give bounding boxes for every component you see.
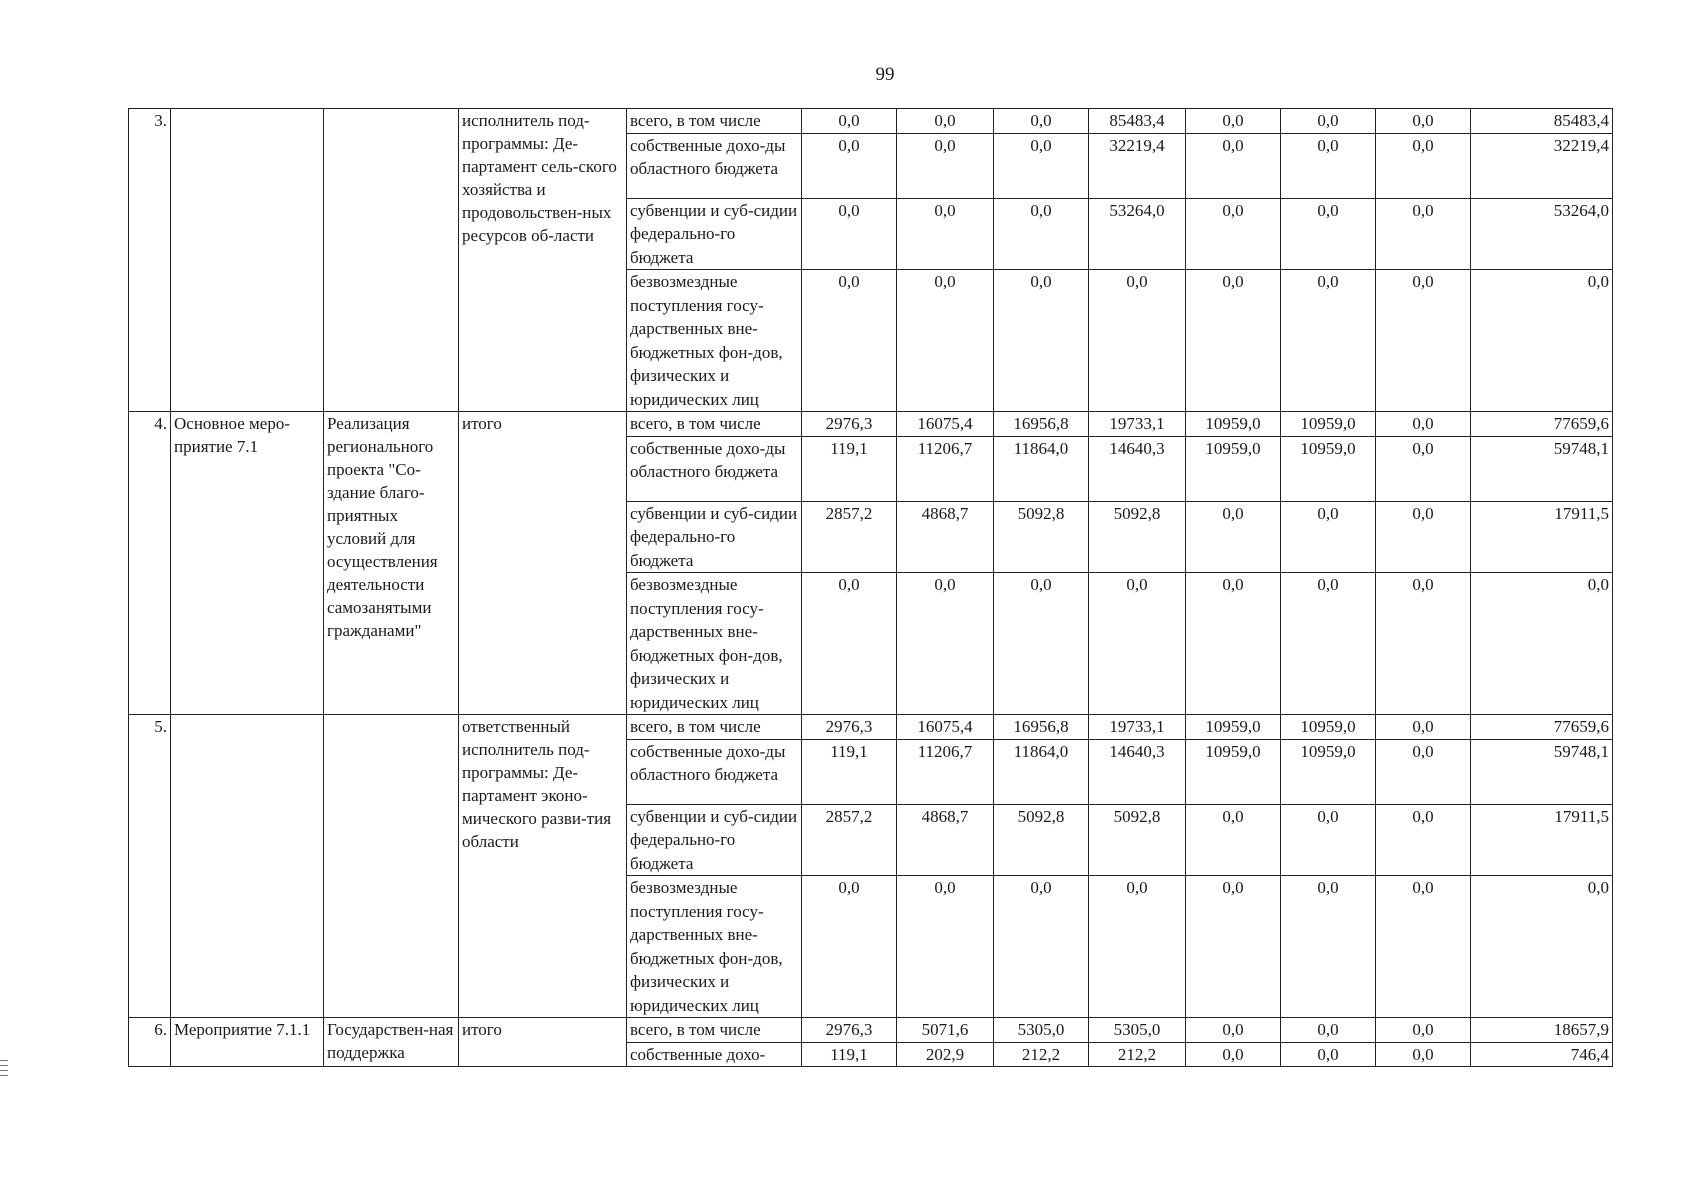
measure-description — [324, 109, 459, 412]
year-value: 0,0 — [1376, 412, 1471, 437]
table-row — [129, 412, 1613, 437]
year-value: 0,0 — [1281, 198, 1376, 270]
funding-source: собственные дохо- — [627, 1042, 802, 1067]
year-value: 212,2 — [1089, 1042, 1186, 1067]
year-value: 0,0 — [897, 198, 994, 270]
year-value: 0,0 — [1281, 109, 1376, 134]
year-value: 0,0 — [897, 573, 994, 715]
row-number: 3. — [129, 109, 171, 412]
funding-source: собственные дохо-ды областного бюджета — [627, 739, 802, 804]
year-value: 0,0 — [1089, 573, 1186, 715]
year-value: 0,0 — [1376, 715, 1471, 740]
year-value: 14640,3 — [1089, 436, 1186, 501]
year-value: 32219,4 — [1089, 133, 1186, 198]
measure-description: Государствен-ная поддержка — [324, 1018, 459, 1067]
funding-source: собственные дохо-ды областного бюджета — [627, 436, 802, 501]
year-value: 0,0 — [1186, 198, 1281, 270]
year-value: 11864,0 — [994, 739, 1089, 804]
year-value: 5305,0 — [1089, 1018, 1186, 1043]
measure-name — [171, 109, 324, 412]
year-value: 0,0 — [1186, 1018, 1281, 1043]
year-value: 0,0 — [802, 573, 897, 715]
table-body — [129, 109, 1613, 1067]
year-value: 10959,0 — [1281, 412, 1376, 437]
year-value: 0,0 — [1089, 876, 1186, 1018]
year-value: 10959,0 — [1186, 715, 1281, 740]
total-value: 17911,5 — [1471, 804, 1613, 876]
year-value: 2857,2 — [802, 501, 897, 573]
year-value: 10959,0 — [1186, 436, 1281, 501]
total-value: 53264,0 — [1471, 198, 1613, 270]
year-value: 0,0 — [1186, 109, 1281, 134]
funding-source: всего, в том числе — [627, 412, 802, 437]
year-value: 0,0 — [1376, 109, 1471, 134]
year-value: 10959,0 — [1281, 715, 1376, 740]
year-value: 5092,8 — [1089, 804, 1186, 876]
year-value: 0,0 — [897, 109, 994, 134]
year-value: 16075,4 — [897, 715, 994, 740]
row-number: 6. — [129, 1018, 171, 1067]
year-value: 0,0 — [1281, 133, 1376, 198]
executor: итого — [459, 1018, 627, 1067]
year-value: 5092,8 — [994, 804, 1089, 876]
year-value: 0,0 — [1186, 501, 1281, 573]
total-value: 746,4 — [1471, 1042, 1613, 1067]
year-value: 0,0 — [1281, 804, 1376, 876]
measure-name: Мероприятие 7.1.1 — [171, 1018, 324, 1067]
year-value: 0,0 — [1281, 1042, 1376, 1067]
executor: ответственный исполнитель под-программы: Де-партамент эконо-мического разви-тия области — [459, 715, 627, 1018]
total-value: 18657,9 — [1471, 1018, 1613, 1043]
year-value: 0,0 — [994, 876, 1089, 1018]
year-value: 0,0 — [994, 573, 1089, 715]
year-value: 0,0 — [802, 198, 897, 270]
year-value: 19733,1 — [1089, 412, 1186, 437]
year-value: 10959,0 — [1186, 739, 1281, 804]
year-value: 16956,8 — [994, 412, 1089, 437]
funding-source: субвенции и суб-сидии федерально-го бюджета — [627, 501, 802, 573]
year-value: 0,0 — [1281, 876, 1376, 1018]
year-value: 0,0 — [1376, 573, 1471, 715]
year-value: 119,1 — [802, 1042, 897, 1067]
year-value: 0,0 — [1186, 573, 1281, 715]
year-value: 2976,3 — [802, 1018, 897, 1043]
year-value: 0,0 — [802, 876, 897, 1018]
year-value: 5071,6 — [897, 1018, 994, 1043]
year-value: 4868,7 — [897, 501, 994, 573]
year-value: 0,0 — [897, 876, 994, 1018]
year-value: 0,0 — [802, 270, 897, 412]
total-value: 32219,4 — [1471, 133, 1613, 198]
year-value: 0,0 — [1281, 501, 1376, 573]
table-row — [129, 109, 1613, 134]
year-value: 0,0 — [802, 109, 897, 134]
year-value: 0,0 — [1281, 270, 1376, 412]
total-value: 0,0 — [1471, 270, 1613, 412]
total-value: 0,0 — [1471, 573, 1613, 715]
measure-description — [324, 715, 459, 1018]
total-value: 59748,1 — [1471, 739, 1613, 804]
funding-source: всего, в том числе — [627, 109, 802, 134]
row-number: 5. — [129, 715, 171, 1018]
year-value: 16956,8 — [994, 715, 1089, 740]
year-value: 11206,7 — [897, 739, 994, 804]
year-value: 4868,7 — [897, 804, 994, 876]
year-value: 5092,8 — [994, 501, 1089, 573]
year-value: 5092,8 — [1089, 501, 1186, 573]
year-value: 212,2 — [994, 1042, 1089, 1067]
year-value: 0,0 — [1186, 804, 1281, 876]
year-value: 2976,3 — [802, 412, 897, 437]
year-value: 0,0 — [1376, 804, 1471, 876]
total-value: 59748,1 — [1471, 436, 1613, 501]
year-value: 16075,4 — [897, 412, 994, 437]
year-value: 0,0 — [1186, 270, 1281, 412]
table-row — [129, 715, 1613, 740]
measure-description: Реализация регионального проекта "Со-здание благо-приятных условий для осуществления деятельности самозанятыми гражданами" — [324, 412, 459, 715]
year-value: 10959,0 — [1281, 739, 1376, 804]
year-value: 11864,0 — [994, 436, 1089, 501]
year-value: 0,0 — [1376, 270, 1471, 412]
year-value: 0,0 — [802, 133, 897, 198]
year-value: 0,0 — [1186, 133, 1281, 198]
year-value: 10959,0 — [1281, 436, 1376, 501]
total-value: 77659,6 — [1471, 715, 1613, 740]
year-value: 11206,7 — [897, 436, 994, 501]
total-value: 17911,5 — [1471, 501, 1613, 573]
year-value: 0,0 — [994, 198, 1089, 270]
year-value: 0,0 — [897, 270, 994, 412]
total-value: 77659,6 — [1471, 412, 1613, 437]
year-value: 0,0 — [1376, 1018, 1471, 1043]
funding-source: всего, в том числе — [627, 1018, 802, 1043]
year-value: 2976,3 — [802, 715, 897, 740]
year-value: 85483,4 — [1089, 109, 1186, 134]
funding-source: субвенции и суб-сидии федерально-го бюджета — [627, 198, 802, 270]
year-value: 10959,0 — [1186, 412, 1281, 437]
measure-name: Основное меро-приятие 7.1 — [171, 412, 324, 715]
funding-source: безвозмездные поступления госу-дарственных вне-бюджетных фон-дов, физических и юридических лиц — [627, 876, 802, 1018]
total-value: 85483,4 — [1471, 109, 1613, 134]
funding-source: субвенции и суб-сидии федерально-го бюджета — [627, 804, 802, 876]
year-value: 19733,1 — [1089, 715, 1186, 740]
year-value: 53264,0 — [1089, 198, 1186, 270]
year-value: 0,0 — [897, 133, 994, 198]
year-value: 0,0 — [1376, 876, 1471, 1018]
year-value: 0,0 — [1089, 270, 1186, 412]
year-value: 14640,3 — [1089, 739, 1186, 804]
funding-source: собственные дохо-ды областного бюджета — [627, 133, 802, 198]
year-value: 0,0 — [994, 109, 1089, 134]
year-value: 119,1 — [802, 739, 897, 804]
year-value: 119,1 — [802, 436, 897, 501]
executor: итого — [459, 412, 627, 715]
year-value: 0,0 — [1376, 739, 1471, 804]
margin-marks — [0, 1060, 8, 1080]
year-value: 0,0 — [1376, 198, 1471, 270]
year-value: 0,0 — [1281, 573, 1376, 715]
funding-source: безвозмездные поступления госу-дарственных вне-бюджетных фон-дов, физических и юридических лиц — [627, 573, 802, 715]
year-value: 2857,2 — [802, 804, 897, 876]
budget-table — [128, 108, 1613, 1067]
year-value: 0,0 — [994, 133, 1089, 198]
funding-source: безвозмездные поступления госу-дарственных вне-бюджетных фон-дов, физических и юридических лиц — [627, 270, 802, 412]
executor: исполнитель под-программы: Де-партамент сель-ского хозяйства и продовольствен-ных ресурсов об-ласти — [459, 109, 627, 412]
funding-source: всего, в том числе — [627, 715, 802, 740]
year-value: 0,0 — [1186, 876, 1281, 1018]
year-value: 0,0 — [1186, 1042, 1281, 1067]
table-row — [129, 1018, 1613, 1043]
row-number: 4. — [129, 412, 171, 715]
year-value: 0,0 — [1376, 436, 1471, 501]
year-value: 0,0 — [1376, 501, 1471, 573]
year-value: 0,0 — [1281, 1018, 1376, 1043]
year-value: 202,9 — [897, 1042, 994, 1067]
year-value: 0,0 — [994, 270, 1089, 412]
year-value: 5305,0 — [994, 1018, 1089, 1043]
year-value: 0,0 — [1376, 133, 1471, 198]
page-number: 99 — [875, 64, 895, 85]
year-value: 0,0 — [1376, 1042, 1471, 1067]
total-value: 0,0 — [1471, 876, 1613, 1018]
measure-name — [171, 715, 324, 1018]
